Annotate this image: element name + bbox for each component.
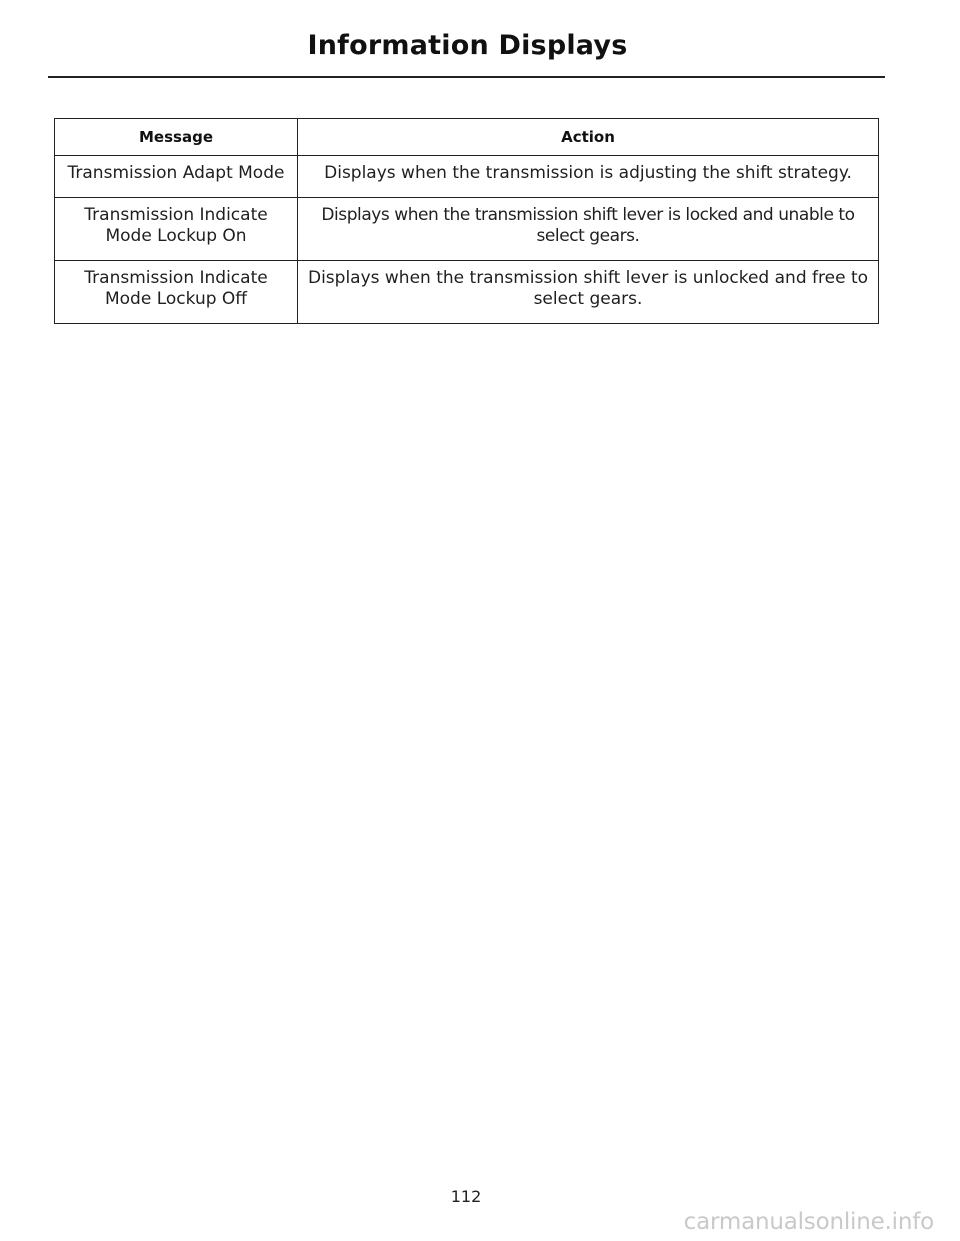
message-cell: Transmission Indicate Mode Lockup On: [55, 198, 298, 261]
action-cell: Displays when the transmission shift lever is unlocked and free to select gears.: [298, 261, 879, 324]
section-title: Information Displays: [307, 30, 628, 61]
message-cell: Transmission Indicate Mode Lockup Off: [55, 261, 298, 324]
table-row: [55, 261, 879, 324]
page-number: 112: [450, 1187, 482, 1206]
table-header-row: [55, 119, 879, 156]
header-divider: [48, 76, 885, 78]
column-header-message: Message: [55, 119, 298, 156]
message-cell: Transmission Adapt Mode: [55, 156, 298, 198]
messages-table: [54, 118, 879, 324]
table-row: [55, 198, 879, 261]
table-row: [55, 156, 879, 198]
page-header: [0, 0, 960, 78]
action-cell: Displays when the transmission shift lever is locked and unable to select gears.: [298, 198, 879, 261]
action-cell: Displays when the transmission is adjusting the shift strategy.: [298, 156, 879, 198]
watermark: carmanualsonline.info: [683, 1209, 934, 1235]
column-header-action: Action: [298, 119, 879, 156]
